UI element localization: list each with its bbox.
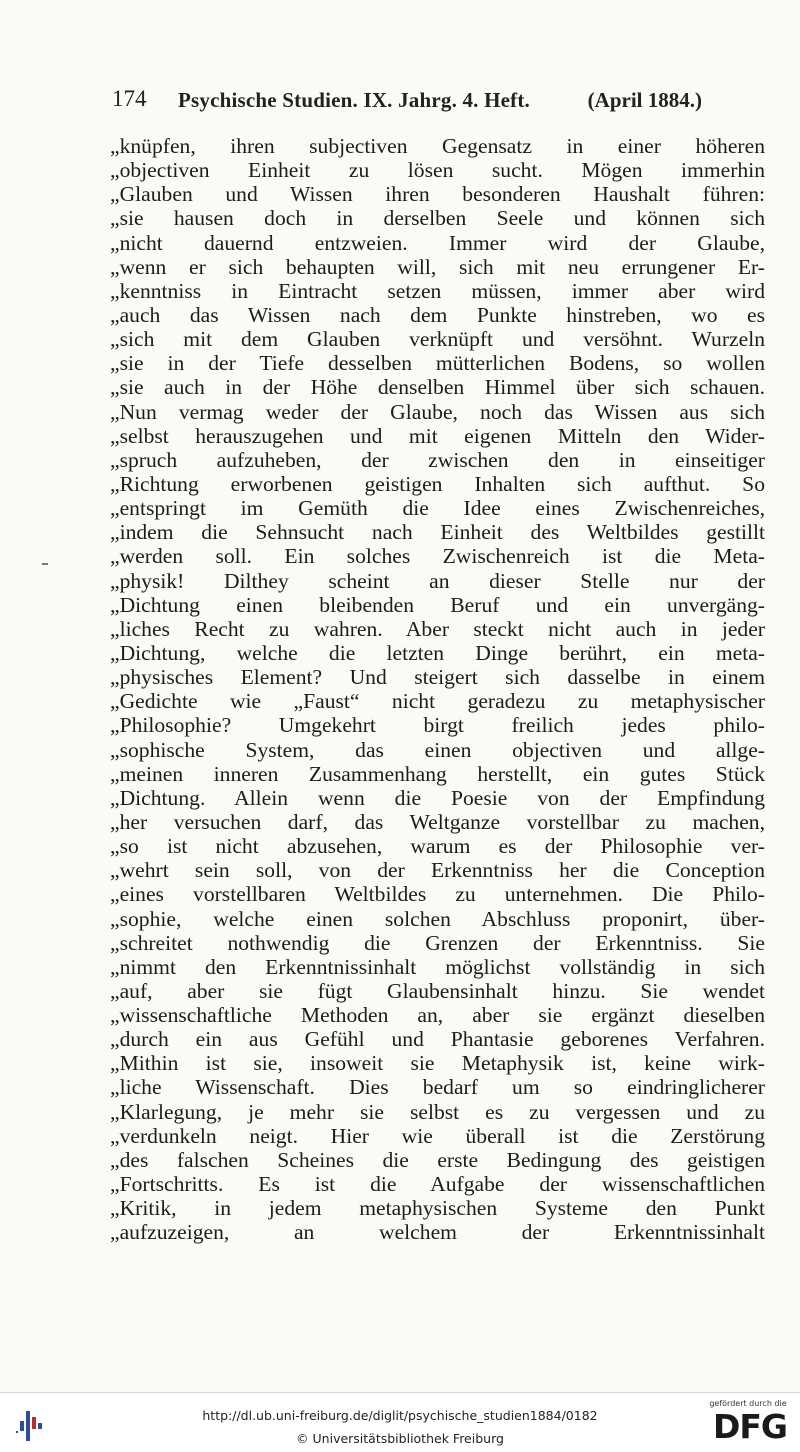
text-line: „schreitet nothwendig die Grenzen der Erkenntniss. Sie xyxy=(110,930,765,955)
text-line: „Klarlegung, je mehr sie selbst es zu vergessen und zu xyxy=(110,1099,765,1124)
text-line: „durch ein aus Gefühl und Phantasie geborenes Verfahren. xyxy=(110,1027,765,1052)
text-line: „Dichtung. Allein wenn die Poesie von der Empfindung xyxy=(110,785,765,810)
text-line: „Mithin ist sie, insoweit sie Metaphysik ist, keine wirk- xyxy=(110,1051,765,1076)
copyright-notice: © Universitätsbibliothek Freiburg xyxy=(296,1431,504,1446)
text-line: „aufzuzeigen, an welchem der Erkenntnissinhalt xyxy=(110,1220,765,1245)
text-line: „auf, aber sie fügt Glaubensinhalt hinzu. Sie wendet xyxy=(110,978,765,1003)
text-line: „werden soll. Ein solches Zwischenreich ist die Meta- xyxy=(110,544,765,569)
text-line: „Gedichte wie „Faust“ nicht geradezu zu metaphysischer xyxy=(110,689,765,714)
text-line: „Kritik, in jedem metaphysischen Systeme den Punkt xyxy=(110,1196,765,1221)
text-line: „Nun vermag weder der Glaube, noch das Wissen aus sich xyxy=(110,399,765,424)
text-line: „selbst herauszugehen und mit eigenen Mitteln den Wider- xyxy=(110,423,765,448)
text-line: „auch das Wissen nach dem Punkte hinstreben, wo es xyxy=(110,302,765,327)
document-url[interactable]: http://dl.ub.uni-freiburg.de/diglit/psychische_studien1884/0182 xyxy=(202,1408,598,1423)
page-number: 174 xyxy=(112,86,147,111)
text-line: „wehrt sein soll, von der Erkenntniss her die Conception xyxy=(110,858,765,883)
text-line: „Dichtung einen bleibenden Beruf und ein unvergäng- xyxy=(110,592,765,617)
text-line: „her versuchen darf, das Weltganze vorstellbar zu machen, xyxy=(110,809,765,834)
text-line: „eines vorstellbaren Weltbildes zu unternehmen. Die Philo- xyxy=(110,882,765,907)
text-line: „nimmt den Erkenntnissinhalt möglichst vollständig in sich xyxy=(110,954,765,979)
text-line: „Glauben und Wissen ihren besonderen Haushalt führen: xyxy=(110,182,765,207)
dfg-logo: DFG xyxy=(712,1407,788,1446)
running-title: Psychische Studien. IX. Jahrg. 4. Heft. xyxy=(178,88,530,112)
text-line: „knüpfen, ihren subjectiven Gegensatz in einer höheren xyxy=(110,134,765,158)
text-line: „nicht dauernd entzweien. Immer wird der Glaube, xyxy=(110,230,765,255)
text-line: „Richtung erworbenen geistigen Inhalten sich aufthut. So xyxy=(110,471,765,496)
text-line: „sie hausen doch in derselben Seele und können sich xyxy=(110,206,765,231)
text-line: „spruch aufzuheben, der zwischen den in einseitiger xyxy=(110,447,765,472)
text-line: „sophie, welche einen solchen Abschluss proponirt, über- xyxy=(110,906,765,931)
text-line: „verdunkeln neigt. Hier wie überall ist die Zerstörung xyxy=(110,1123,765,1148)
text-line: „liche Wissenschaft. Dies bedarf um so eindringlicherer xyxy=(110,1075,765,1100)
text-line: „objectiven Einheit zu lösen sucht. Mögen immerhin xyxy=(110,158,765,183)
text-line: „meinen inneren Zusammenhang herstellt, ein gutes Stück xyxy=(110,761,765,786)
text-line: „sich mit dem Glauben verknüpft und versöhnt. Wurzeln xyxy=(110,327,765,352)
text-line: „entspringt im Gemüth die Idee eines Zwischenreiches, xyxy=(110,496,765,521)
text-line: „sophische System, das einen objectiven und allge- xyxy=(110,737,765,762)
page-header xyxy=(112,86,702,116)
text-line: „physik! Dilthey scheint an dieser Stelle nur der xyxy=(110,568,765,593)
text-line: „wissenschaftliche Methoden an, aber sie ergänzt dieselben xyxy=(110,1003,765,1028)
text-line: „Fortschritts. Es ist die Aufgabe der wissenschaftlichen xyxy=(110,1172,765,1197)
text-line: „physisches Element? Und steigert sich dasselbe in einem xyxy=(110,665,765,690)
text-line: „so ist nicht abzusehen, warum es der Philosophie ver- xyxy=(110,834,765,859)
text-line: „Dichtung, welche die letzten Dinge berührt, ein meta- xyxy=(110,640,765,665)
text-line: „wenn er sich behaupten will, sich mit neu errungener Er- xyxy=(110,254,765,279)
margin-mark xyxy=(42,563,48,565)
body-text xyxy=(110,134,765,1244)
text-line: „Philosophie? Umgekehrt birgt freilich jedes philo- xyxy=(110,713,765,738)
text-line: „liches Recht zu wahren. Aber steckt nicht auch in jeder xyxy=(110,616,765,641)
text-line: „sie in der Tiefe desselben mütterlichen Bodens, so wollen xyxy=(110,351,765,376)
text-line: „des falschen Scheines die erste Bedingung des geistigen xyxy=(110,1147,765,1172)
footer-bar xyxy=(0,1392,800,1452)
funding-note: gefördert durch die xyxy=(709,1399,787,1408)
issue-date: (April 1884.) xyxy=(587,88,702,112)
text-line: „kenntniss in Eintracht setzen müssen, immer aber wird xyxy=(110,278,765,303)
text-line: „sie auch in der Höhe denselben Himmel über sich schauen. xyxy=(110,375,765,400)
text-line: „indem die Sehnsucht nach Einheit des Weltbildes gestillt xyxy=(110,520,765,545)
